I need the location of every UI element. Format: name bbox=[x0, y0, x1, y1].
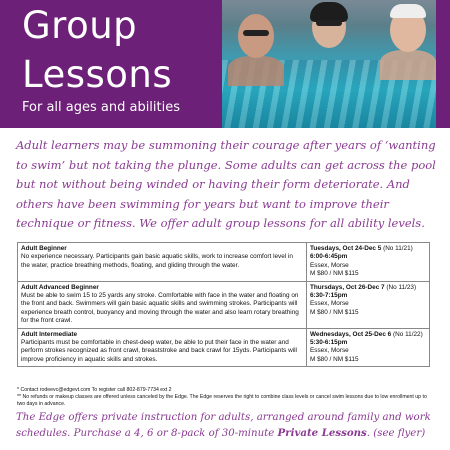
class-days: Wednesdays, Oct 25-Dec 6 bbox=[310, 330, 392, 338]
class-time: 6:00-6:45pm bbox=[310, 253, 348, 261]
class-schedule-cell bbox=[307, 281, 430, 328]
refund-note: ** No refunds or makeup classes are offered unless canceled by the Edge. The Edge reserves the right to combine class levels or cancel swim lessons due to low enrollment up to two days in advance. bbox=[17, 394, 427, 407]
class-title: Adult Intermediate bbox=[21, 330, 78, 338]
class-description: No experience necessary. Participants gain basic aquatic skills, work to increase comfort level in the water, practice breathing methods, floating, and gliding through the water. bbox=[21, 253, 293, 269]
footnotes bbox=[17, 387, 435, 408]
swimmer-shoulders-left bbox=[228, 56, 284, 86]
class-days-note: (No 11/22) bbox=[393, 330, 423, 338]
private-lessons-promo bbox=[16, 411, 441, 441]
class-description: Must be able to swim 15 to 25 yards any stroke. Comfortable with face in the water and floating on the front and back. Swimmers will gain basic aquatic skills and swimming strokes. Participants will experience breath control, buoyancy and moving through the water and also learn rotary breathing for the front crawl. bbox=[21, 292, 299, 325]
subtitle: For all ages and abilities bbox=[22, 100, 181, 115]
class-description: Participants must be comfortable in chest-deep water, be able to put their face in the water and perform strokes recognized as front crawl, breaststroke and back crawl for 15yds. Participants will improve proficiency in aquatic skills and strokes. bbox=[21, 339, 297, 363]
table-row bbox=[18, 281, 430, 328]
goggles-middle bbox=[316, 20, 342, 26]
class-days: Thursdays, Oct 26-Dec 7 bbox=[310, 283, 385, 291]
class-price: M $80 / NM $115 bbox=[310, 355, 359, 363]
class-time: 5:30-6:15pm bbox=[310, 339, 348, 347]
class-description-cell bbox=[18, 328, 307, 367]
class-price: M $80 / NM $115 bbox=[310, 308, 359, 316]
class-schedule-cell bbox=[307, 243, 430, 282]
class-title: Adult Beginner bbox=[21, 245, 67, 252]
swim-cap bbox=[310, 2, 348, 22]
swimmer-hair-right bbox=[390, 4, 426, 18]
contact-note: * Contact rodeevc@edgevt.com To register call 802-879-7734 ext 2 bbox=[17, 387, 172, 393]
promo-text-end: . (see flyer) bbox=[366, 427, 426, 439]
class-days-note: (No 11/21) bbox=[383, 245, 413, 252]
class-description-cell bbox=[18, 281, 307, 328]
title-line-1: Group bbox=[22, 4, 138, 47]
class-time: 6:30-7:15pm bbox=[310, 292, 348, 300]
class-description-cell bbox=[18, 243, 307, 282]
promo-text: The Edge offers private instruction for adults, arranged around family and work schedules. Purchase a 4, 6 or 8-pack of 30-minute bbox=[16, 412, 431, 439]
header-banner bbox=[0, 0, 450, 128]
swimmer-shoulders-right bbox=[380, 50, 436, 80]
swimmer-head-left bbox=[238, 14, 274, 58]
class-location: Essex, Morse bbox=[310, 347, 349, 355]
class-location: Essex, Morse bbox=[310, 261, 349, 269]
class-schedule-cell bbox=[307, 328, 430, 367]
class-location: Essex, Morse bbox=[310, 300, 349, 308]
class-days: Tuesdays, Oct 24-Dec 5 bbox=[310, 245, 382, 252]
title-line-2: Lessons bbox=[22, 53, 173, 96]
intro-paragraph: Adult learners may be summoning their courage after years of ‘wanting to swim’ but not taking the plunge. Some adults can get across the pool but not without being winded or having their form deteriorate. And others have been swimming for years but want to improve their technique or fitness. We offer adult group lessons for all ability levels. bbox=[16, 138, 436, 230]
class-schedule-table bbox=[17, 242, 430, 367]
class-price: M $80 / NM $115 bbox=[310, 270, 359, 278]
goggles-left bbox=[243, 30, 269, 36]
table-row bbox=[18, 328, 430, 367]
class-title: Adult Advanced Beginner bbox=[21, 283, 99, 291]
swimmers-photo bbox=[222, 0, 436, 128]
table-row bbox=[18, 243, 430, 282]
private-lessons-emphasis: Private Lessons bbox=[277, 426, 367, 439]
class-days-note: (No 11/23) bbox=[386, 283, 417, 291]
